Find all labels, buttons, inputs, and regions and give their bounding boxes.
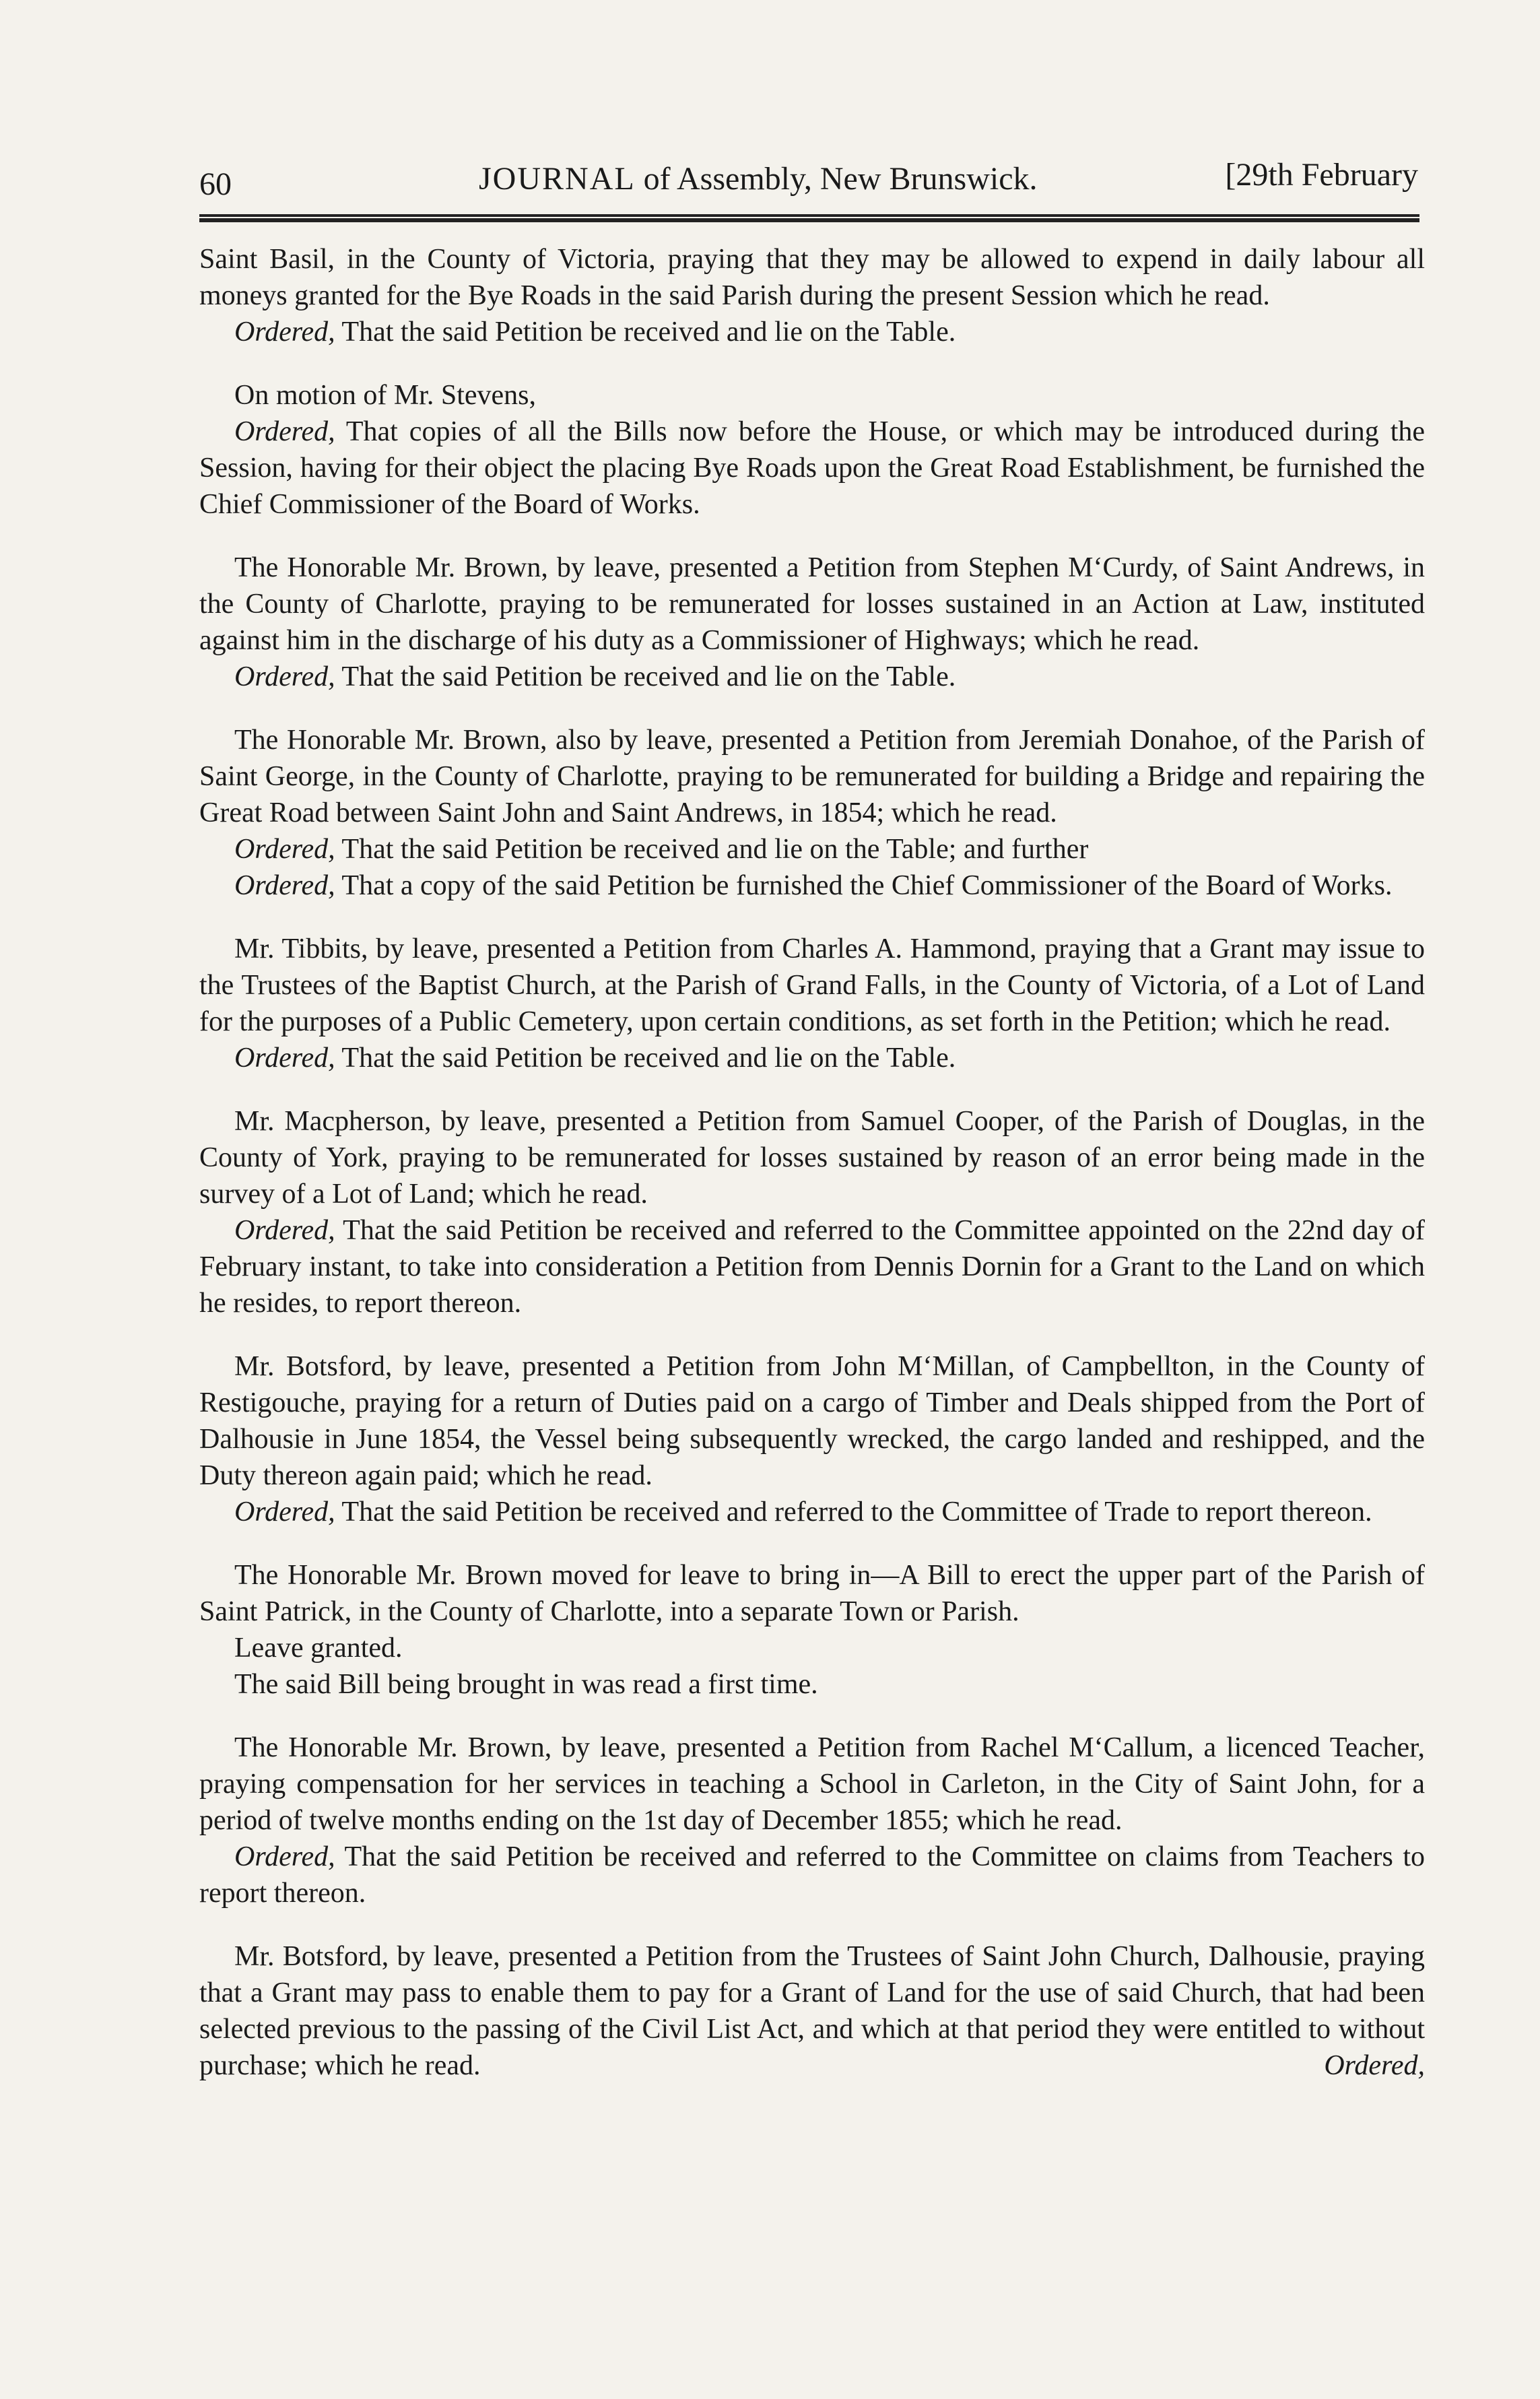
petition-paragraph xyxy=(199,1730,1425,1839)
journal-line xyxy=(199,1630,1425,1666)
paragraph-text: That the said Petition be received and referred to the Committee on claims from Teachers to report thereon. xyxy=(199,1841,1425,1909)
ordered-label: Ordered, xyxy=(234,1043,335,1074)
paragraph-text: That copies of all the Bills now before the House, or which may be introduced during the Session, having for their object the placing Bye Roads upon the Great Road Establishment, be furnished the Chief Commissioner of the Board of Works. xyxy=(199,416,1425,520)
paragraph-text: Mr. Botsford, by leave, presented a Petition from John M‘Millan, of Campbellton, in the County of Restigouche, praying for a return of Duties paid on a cargo of Timber and Deals shipped from the Port of Dalhousie in June 1854, the Vessel being subsequently wrecked, the cargo landed and reshipped, and the Duty thereon again paid; which he read. xyxy=(199,1351,1425,1491)
ordered-clause xyxy=(199,1494,1425,1530)
header-double-rule xyxy=(199,214,1419,222)
continued-paragraph xyxy=(199,241,1425,314)
journal-body xyxy=(199,241,1425,2084)
ordered-clause xyxy=(199,1040,1425,1076)
ordered-label: Ordered, xyxy=(234,317,335,348)
paragraph-text: That the said Petition be received and lie on the Table. xyxy=(335,661,956,692)
paragraph-text: Mr. Tibbits, by leave, presented a Petition from Charles A. Hammond, praying that a Grant may issue to the Trustees of the Baptist Church, at the Parish of Grand Falls, in the County of Victoria, of a Lot of Land for the purposes of a Public Cemetery, upon certain conditions, as set forth in the Petition; which he read. xyxy=(199,933,1425,1037)
ordered-clause xyxy=(199,867,1425,904)
ordered-clause xyxy=(199,1212,1425,1321)
petition-paragraph xyxy=(199,1557,1425,1630)
paragraph-text: On motion of Mr. Stevens, xyxy=(234,380,536,411)
paragraph-text: Saint Basil, in the County of Victoria, praying that they may be allowed to expend in daily labour all moneys granted for the Bye Roads in the said Parish during the present Session which he read. xyxy=(199,244,1425,311)
paragraph-text: That the said Petition be received and lie on the Table. xyxy=(335,317,956,348)
catchword: Ordered, xyxy=(1324,2050,1425,2081)
ordered-clause xyxy=(199,659,1425,695)
ordered-label: Ordered, xyxy=(234,870,335,901)
paragraph-text: The Honorable Mr. Brown, by leave, presented a Petition from Rachel M‘Callum, a licenced Teacher, praying compensation for her services in teaching a School in Carleton, in the City of Saint John, for a period of twelve months ending on the 1st day of December 1855; which he read. xyxy=(199,1732,1425,1836)
petition-paragraph xyxy=(199,550,1425,659)
header-date: [29th February xyxy=(1225,157,1418,193)
paragraph-text: That the said Petition be received and lie on the Table; and further xyxy=(335,834,1089,865)
paragraph-text: That the said Petition be received and lie on the Table. xyxy=(335,1043,956,1074)
page-number: 60 xyxy=(199,166,232,202)
ordered-label: Ordered, xyxy=(234,1497,335,1527)
ordered-clause xyxy=(199,1839,1425,1911)
paragraph-text: That a copy of the said Petition be furnished the Chief Commissioner of the Board of Works. xyxy=(335,870,1393,901)
ordered-label: Ordered, xyxy=(234,416,335,447)
paragraph-text: Mr. Botsford, by leave, presented a Petition from the Trustees of Saint John Church, Dalhousie, praying that a Grant may pass to enable them to pay for a Grant of Land for the use of said Church, that had been selected previous to the passing of the Civil List Act, and which at that period they were entitled to without purchase; which he read. xyxy=(199,1941,1425,2081)
motion-line xyxy=(199,377,1425,414)
ordered-clause xyxy=(199,414,1425,523)
ordered-label: Ordered, xyxy=(234,834,335,865)
ordered-label: Ordered, xyxy=(234,1215,335,1246)
paragraph-text: The said Bill being brought in was read a first time. xyxy=(234,1669,818,1700)
ordered-clause xyxy=(199,831,1425,867)
journal-title-rest: of Assembly, New Brunswick. xyxy=(643,161,1038,197)
petition-paragraph xyxy=(199,1103,1425,1212)
paragraph-text: The Honorable Mr. Brown moved for leave to bring in—A Bill to erect the upper part of the Parish of Saint Patrick, in the County of Charlotte, into a separate Town or Parish. xyxy=(199,1560,1425,1627)
journal-title xyxy=(479,160,1038,197)
paragraph-text: The Honorable Mr. Brown, by leave, presented a Petition from Stephen M‘Curdy, of Saint Andrews, in the County of Charlotte, praying to be remunerated for losses sustained in an Action at Law, instituted against him in the discharge of his duty as a Commissioner of Highways; which he read. xyxy=(199,552,1425,656)
ordered-label: Ordered, xyxy=(234,661,335,692)
petition-paragraph xyxy=(199,931,1425,1040)
running-header xyxy=(199,154,1418,207)
petition-paragraph xyxy=(199,1938,1425,2084)
paragraph-text: That the said Petition be received and referred to the Committee of Trade to report thereon. xyxy=(335,1497,1372,1527)
paragraph-text: The Honorable Mr. Brown, also by leave, presented a Petition from Jeremiah Donahoe, of the Parish of Saint George, in the County of Charlotte, praying to be remunerated for building a Bridge and repairing the Great Road between Saint John and Saint Andrews, in 1854; which he read. xyxy=(199,725,1425,828)
petition-paragraph xyxy=(199,722,1425,831)
journal-line xyxy=(199,1666,1425,1703)
paragraph-text: That the said Petition be received and referred to the Committee appointed on the 22nd day of February instant, to take into consideration a Petition from Dennis Dornin for a Grant to the Land on which he resides, to report thereon. xyxy=(199,1215,1425,1319)
paragraph-text: Mr. Macpherson, by leave, presented a Petition from Samuel Cooper, of the Parish of Douglas, in the County of York, praying to be remunerated for losses sustained by reason of an error being made in the survey of a Lot of Land; which he read. xyxy=(199,1106,1425,1210)
journal-title-main: JOURNAL xyxy=(479,161,636,197)
petition-paragraph xyxy=(199,1348,1425,1494)
ordered-clause xyxy=(199,314,1425,350)
ordered-label: Ordered, xyxy=(234,1841,335,1872)
paragraph-text: Leave granted. xyxy=(234,1633,403,1664)
